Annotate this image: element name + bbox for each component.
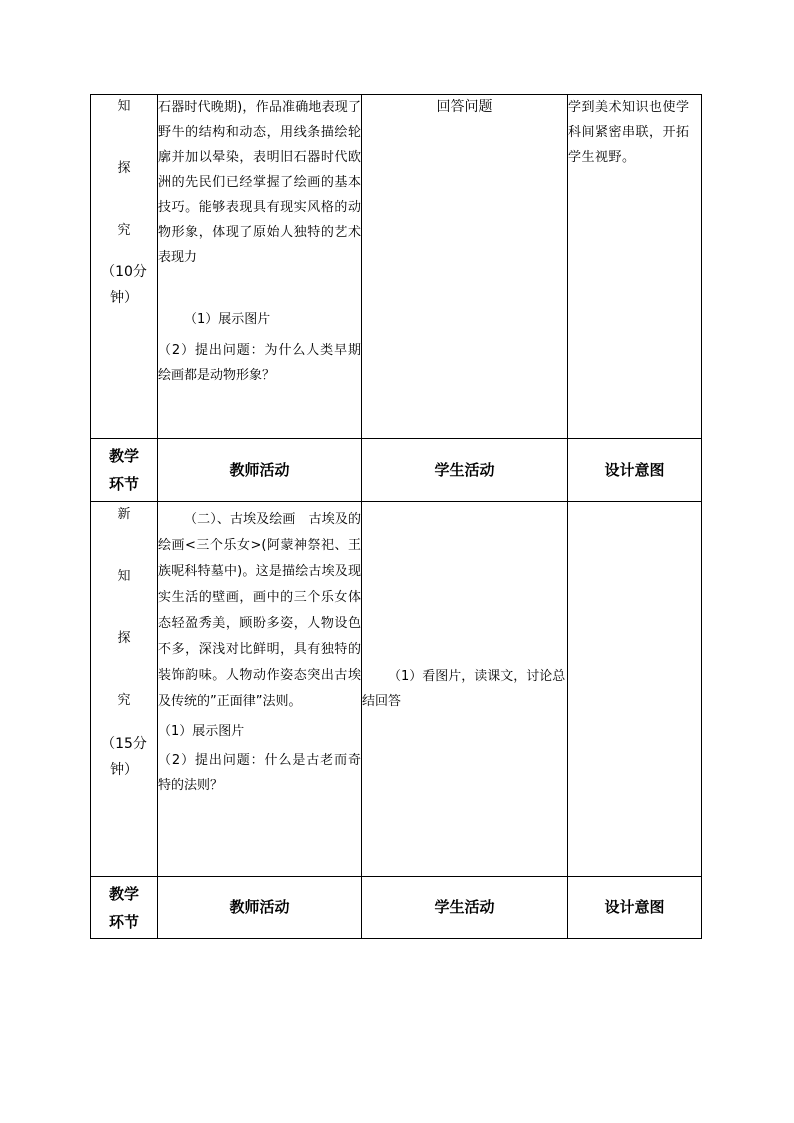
time-label: （15分 钟） — [101, 736, 147, 778]
header-design-intent: 设计意图 — [568, 877, 702, 939]
header-student-activity: 学生活动 — [362, 877, 568, 939]
stage-cell — [91, 95, 158, 439]
teacher-paragraph: （二）、古埃及绘画 古埃及的绘画<三个乐女>(阿蒙神祭祀、王族呢科特墓中)。这是描绘古埃及现实生活的壁画，画中的三个乐女体态轻盈秀美，顾盼多姿，人物设色不多，深浅对比鲜明，具有独特的装饰韵味。人物动作姿态突出古埃及传统的”正面律”法则。 — [158, 512, 361, 709]
design-intent-text: 学到美术知识也使学科间紧密串联，开拓学生视野。 — [568, 100, 690, 165]
header-design-intent: 设计意图 — [568, 439, 702, 502]
header-teacher-activity: 教师活动 — [158, 877, 362, 939]
table-row — [91, 502, 702, 877]
stage-char: 探 — [117, 631, 131, 646]
header-stage: 教学 环节 — [91, 877, 158, 939]
table-header-row — [91, 877, 702, 939]
time-label: （10分 钟） — [101, 264, 147, 306]
stage-cell — [91, 502, 158, 877]
student-activity-cell — [362, 95, 568, 439]
design-intent-cell — [568, 95, 702, 439]
teacher-activity-cell — [158, 502, 362, 877]
stage-char: 知 — [117, 99, 131, 114]
teacher-activity-cell — [158, 95, 362, 439]
teacher-step: （1）展示图片 — [158, 724, 245, 739]
stage-char: 新 — [117, 507, 131, 522]
teacher-step: （2）提出问题：为什么人类早期绘画都是动物形象？ — [158, 343, 361, 383]
stage-char: 究 — [117, 693, 131, 708]
student-activity-cell — [362, 502, 568, 877]
student-activity-text: 回答问题 — [436, 99, 493, 115]
design-intent-cell — [568, 502, 702, 877]
table-row — [91, 95, 702, 439]
teacher-paragraph: 石器时代晚期)，作品准确地表现了野牛的结构和动态，用线条描绘轮廓并加以晕染，表明旧石器时代欧洲的先民们已经掌握了绘画的基本技巧。能够表现具有现实风格的动物形象，体现了原始人独特的艺术表现力 — [158, 100, 361, 265]
teacher-step: （1）展示图片 — [184, 312, 271, 327]
header-teacher-activity: 教师活动 — [158, 439, 362, 502]
teacher-step: （2）提出问题：什么是古老而奇特的法则？ — [158, 753, 361, 793]
table-header-row — [91, 439, 702, 502]
lesson-plan-table — [90, 94, 702, 939]
stage-char: 探 — [117, 161, 131, 176]
stage-char: 知 — [117, 569, 131, 584]
header-stage: 教学 环节 — [91, 439, 158, 502]
stage-char: 究 — [117, 223, 131, 238]
student-activity-text: （1）看图片，读课文，讨论总结回答 — [362, 669, 566, 709]
header-student-activity: 学生活动 — [362, 439, 568, 502]
